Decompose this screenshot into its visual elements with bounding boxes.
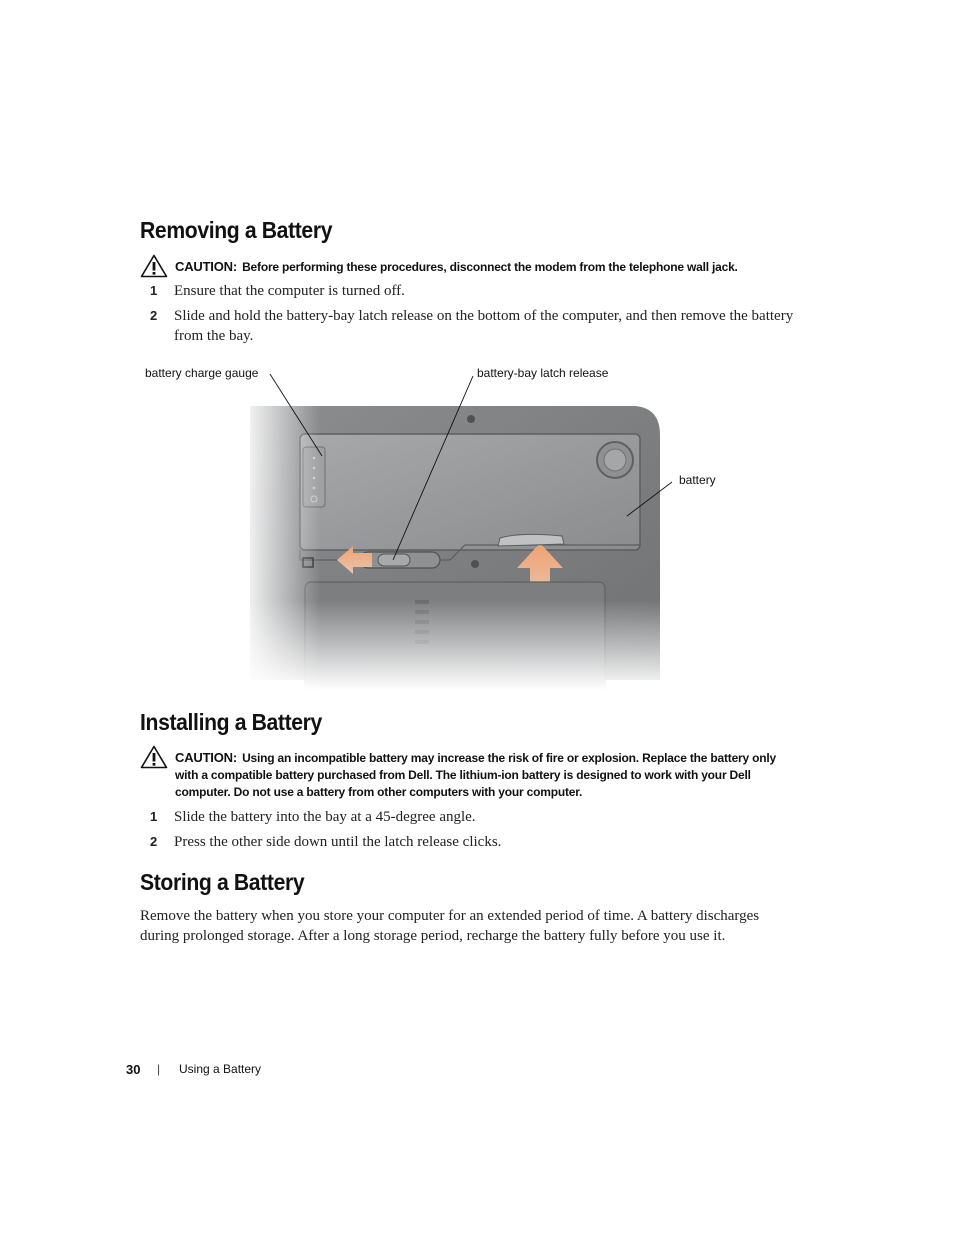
caution-text: Before performing these procedures, disconnect the modem from the telephone wall jack. bbox=[242, 260, 738, 274]
step-text: Ensure that the computer is turned off. bbox=[174, 283, 405, 299]
step-number: 2 bbox=[150, 834, 158, 849]
callout-battery-charge-gauge: battery charge gauge bbox=[145, 366, 259, 380]
section-heading-installing: Installing a Battery bbox=[140, 709, 322, 735]
step-item bbox=[140, 832, 800, 852]
step-number: 1 bbox=[150, 809, 158, 824]
step-text: Slide and hold the battery-bay latch release on the bottom of the computer, and then remove the battery from the bay. bbox=[174, 308, 794, 344]
footer-chapter-title: Using a Battery bbox=[179, 1062, 262, 1076]
footer-separator: | bbox=[157, 1062, 161, 1076]
battery-removal-illustration bbox=[140, 360, 740, 690]
step-text: Slide the battery into the bay at a 45-degree angle. bbox=[174, 809, 476, 825]
caution-notice-removing bbox=[140, 258, 800, 276]
step-item bbox=[140, 281, 800, 301]
step-item bbox=[140, 807, 800, 827]
callout-battery-bay-latch-release: battery-bay latch release bbox=[477, 366, 609, 380]
page-number: 30 bbox=[126, 1062, 141, 1077]
section-heading-removing: Removing a Battery bbox=[140, 217, 333, 243]
caution-triangle-icon bbox=[140, 254, 168, 278]
callout-battery: battery bbox=[679, 473, 716, 487]
step-item bbox=[140, 306, 800, 346]
caution-label: CAUTION: bbox=[175, 259, 237, 274]
caution-text: Using an incompatible battery may increase the risk of fire or explosion. Replace the battery only with a compatible battery purchased from Dell. The lithium-ion battery is designed to work with your Dell computer. Do not use a battery from other computers with your computer. bbox=[175, 751, 776, 799]
step-number: 1 bbox=[150, 283, 158, 298]
caution-label: CAUTION: bbox=[175, 750, 237, 765]
caution-notice-installing bbox=[140, 749, 800, 801]
storing-paragraph: Remove the battery when you store your computer for an extended period of time. A battery discharges during prolonged storage. After a long storage period, recharge the battery fully before you use it. bbox=[140, 908, 760, 944]
step-text: Press the other side down until the latch release clicks. bbox=[174, 834, 502, 850]
caution-triangle-icon bbox=[140, 745, 168, 769]
step-number: 2 bbox=[150, 308, 158, 323]
section-heading-storing: Storing a Battery bbox=[140, 869, 305, 895]
